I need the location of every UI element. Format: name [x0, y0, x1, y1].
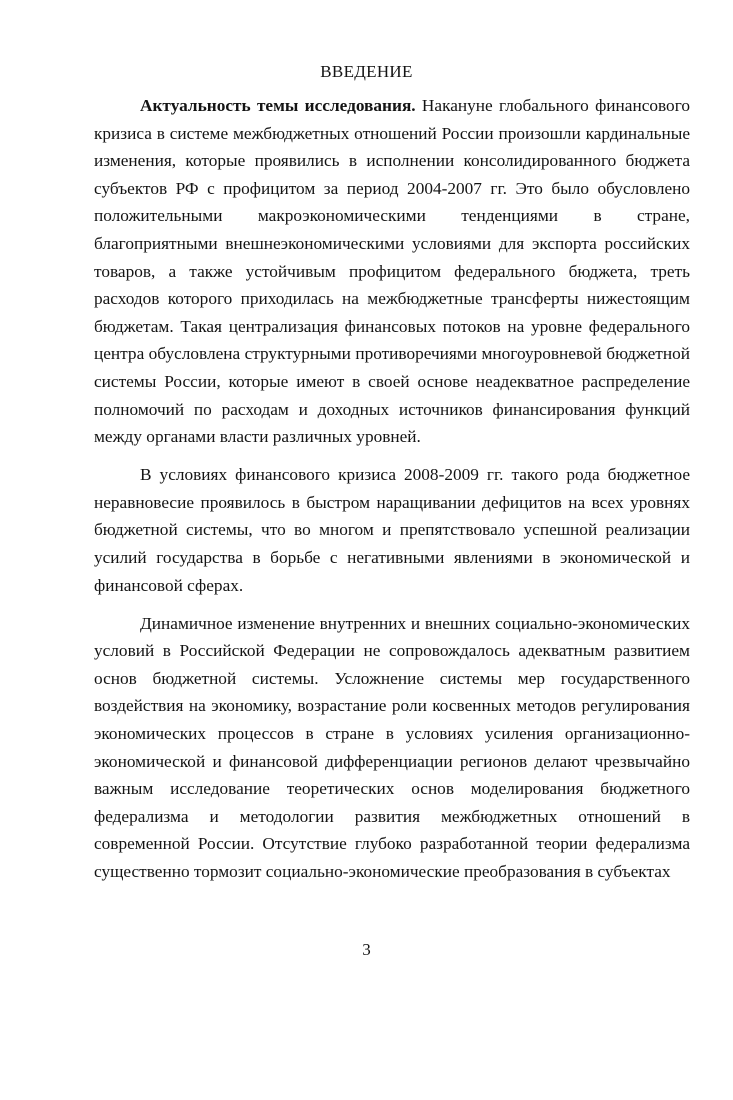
page-title: ВВЕДЕНИЕ — [320, 62, 413, 81]
page-number: 3 — [362, 940, 371, 959]
paragraph-lead: Актуальность темы исследования. — [140, 96, 416, 115]
document-body — [94, 92, 690, 896]
paragraph-dynamics — [94, 610, 690, 886]
paragraph-crisis — [94, 461, 690, 599]
paragraph-text: Накануне глобального финансового кризиса в системе межбюджетных отношений России произошли кардинальные изменения, которые проявились в исполнении консолидированного бюджета субъектов РФ с профицитом за период 2004-2007 гг. Это было обусловлено положительными макроэкономическими тенденциями в стране, благоприятными внешнеэкономическими условиями для экспорта российских товаров, а также устойчивым профицитом федерального бюджета, треть расходов которого приходилась на межбюджетные трансферты нижестоящим бюджетам. Такая централизация финансовых потоков на уровне федерального центра обусловлена структурными противоречиями многоуровневой бюджетной системы России, которые имеют в своей основе неадекватное распределение полномочий по расходам и доходных источников финансирования функций между органами власти различных уровней. — [94, 96, 690, 447]
paragraph-text: В условиях финансового кризиса 2008-2009 гг. такого рода бюджетное неравновесие проявилось в быстром наращивании дефицитов на всех уровнях бюджетной системы, что во многом и препятствовало успешной реализации усилий государства в борьбе с негативными явлениями в экономической и финансовой сферах. — [94, 465, 690, 595]
paragraph-text: Динамичное изменение внутренних и внешних социально-экономических условий в Российской Федерации не сопровождалось адекватным развитием основ бюджетной системы. Усложнение системы мер государственного воздействия на экономику, возрастание роли косвенных методов регулирования экономических процессов в стране в условиях усиления организационно-экономической и финансовой дифференциации регионов делают чрезвычайно важным исследование теоретических основ моделирования бюджетного федерализма и методологии развития межбюджетных отношений в современной России. Отсутствие глубоко разработанной теории федерализма существенно тормозит социально-экономические преобразования в субъектах — [94, 613, 690, 882]
paragraph-relevance — [94, 92, 690, 451]
